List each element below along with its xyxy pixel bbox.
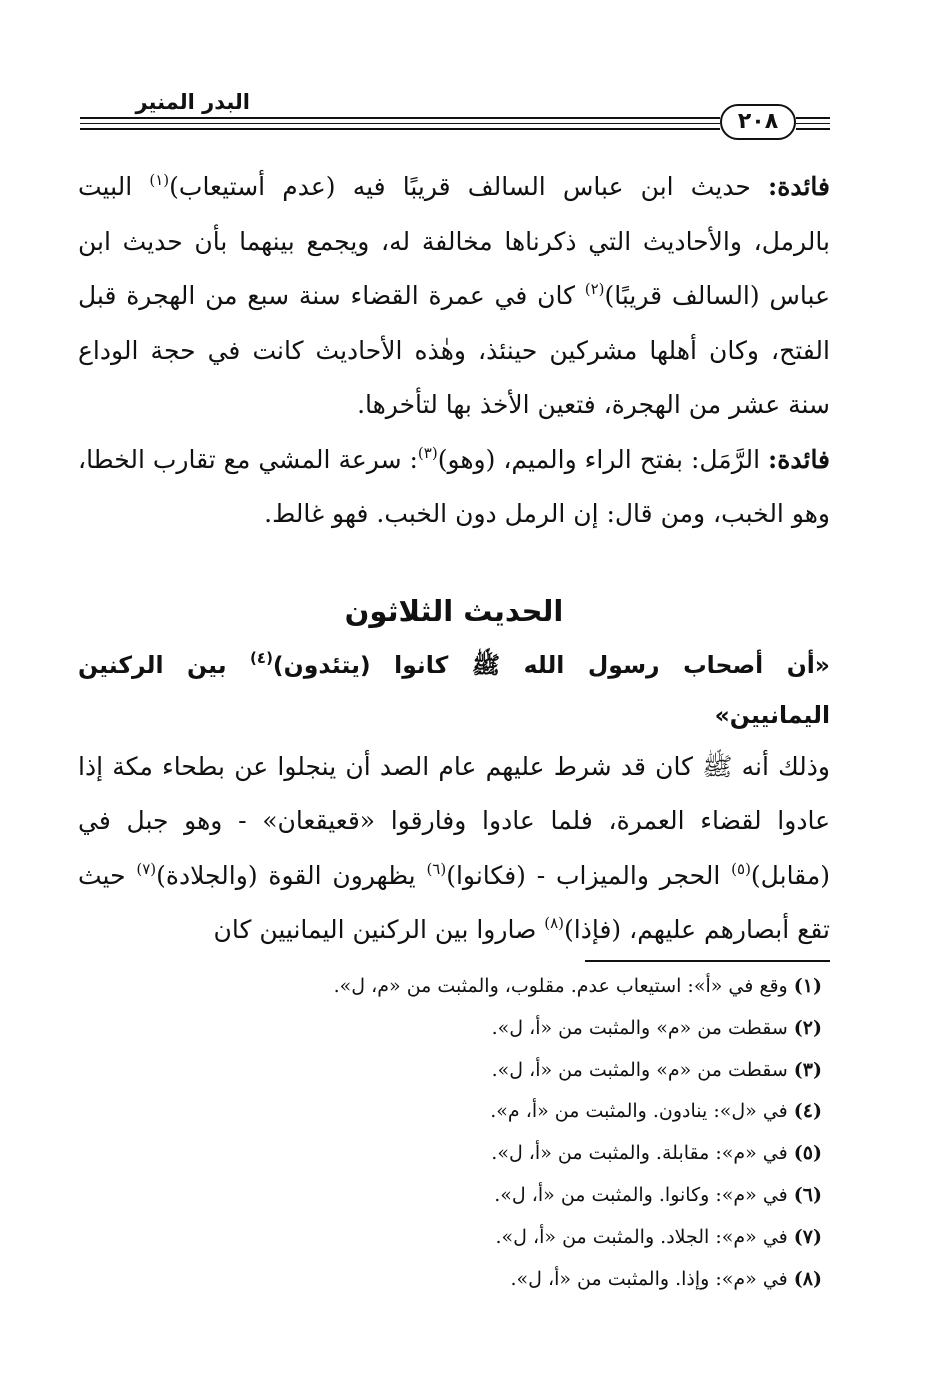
footnote-text: في «م»: وكانوا. والمثبت من «أ، ل».: [494, 1183, 794, 1206]
footnote-text: سقطت من «م» والمثبت من «أ، ل».: [491, 1058, 794, 1081]
footnote-item: [150, 1259, 822, 1301]
footnote-ref[interactable]: (١): [149, 171, 170, 189]
header-rule: [796, 117, 830, 119]
footnote-number: (٦): [793, 1183, 822, 1206]
paragraph-text: حيث تقع أبصارهم عليهم، (فإذا): [78, 860, 830, 944]
paragraph-lead: فائدة:: [768, 444, 831, 474]
footnotes-list: [150, 966, 822, 1300]
footnote-item: [150, 1217, 822, 1259]
paragraph-benefit-1: [78, 160, 830, 433]
paragraph-text: البيت بالرمل، والأحاديث التي ذكرناها مخالفة له، ويجمع بينهما بأن حديث ابن عباس (السالف قريبًا): [78, 172, 830, 310]
footnote-ref[interactable]: (٧): [136, 859, 157, 878]
footnote-text: سقطت من «م» والمثبت من «أ، ل».: [491, 1016, 794, 1039]
footnote-item: [150, 1175, 822, 1217]
footnote-ref[interactable]: (٤): [250, 648, 273, 667]
paragraph-benefit-2: [78, 433, 830, 542]
footnote-number: (٧): [793, 1225, 822, 1248]
section-heading: الحديث الثلاثون: [344, 593, 564, 628]
footnote-number: (٢): [793, 1016, 822, 1039]
footnote-number: (٣): [793, 1058, 822, 1081]
paragraph-text: كان في عمرة القضاء سنة سبع من الهجرة قبل الفتح، وكان أهلها مشركين حينئذ، وهٰذه الأحاديث كانت في حجة الوداع سنة عشر من الهجرة، فتعين الأخذ بها لتأخرها.: [78, 281, 830, 419]
hadith-text-part: «أن أصحاب رسول الله ﷺ كانوا (يتئدون): [272, 650, 830, 679]
footnote-number: (٤): [793, 1100, 822, 1123]
paragraph-text: الحجر والميزاب - (فكانوا): [446, 860, 732, 890]
book-title: البدر المنير: [135, 90, 250, 114]
footnote-ref[interactable]: (٥): [731, 859, 751, 878]
paragraph-lead: فائدة:: [768, 172, 830, 201]
paragraph-text: صاروا بين الركنين اليمانيين كان: [213, 915, 545, 944]
paragraph-text: حديث ابن عباس السالف قريبًا فيه (عدم أستيعاب): [169, 172, 769, 201]
paragraph-commentary: [78, 740, 830, 958]
paragraph-text: : سرعة المشي مع تقارب الخطا، وهو الخبب، ومن قال: إن الرمل دون الخبب. فهو غالط.: [78, 444, 830, 528]
footnote-text: في «م»: مقابلة. والمثبت من «أ، ل».: [491, 1142, 794, 1165]
header-rule: [796, 128, 830, 130]
footnote-number: (١): [793, 975, 822, 997]
header-rule: [80, 123, 720, 124]
paragraph-text: يظهرون القوة (والجلادة): [156, 860, 427, 890]
footnote-ref[interactable]: (٢): [584, 280, 605, 298]
footnote-ref[interactable]: (٣): [417, 443, 438, 462]
footnote-ref[interactable]: (٦): [426, 859, 447, 878]
running-header: [80, 88, 830, 144]
footnote-separator: [585, 960, 830, 962]
footnote-item: [150, 1133, 822, 1175]
footnote-item: [150, 966, 822, 1008]
footnote-item: [150, 1091, 822, 1133]
paragraph-text: وذلك أنه ﷺ كان قد شرط عليهم عام الصد أن ينجلوا عن بطحاء مكة إذا عادوا لقضاء العمرة، فلما عادوا وفارقوا «قعيقعان» - وهو جبل في (مقابل): [78, 751, 830, 890]
page-number: ٢٠٨: [720, 104, 796, 140]
header-rule: [80, 128, 720, 130]
footnote-number: (٥): [793, 1142, 822, 1165]
header-rule: [80, 117, 720, 119]
paragraph-text: الرَّمَل: بفتح الراء والميم، (وهو): [437, 444, 769, 474]
footnote-text: في «م»: وإذا. والمثبت من «أ، ل».: [510, 1267, 794, 1290]
hadith-text: [78, 640, 830, 740]
footnote-text: في «م»: الجلاد. والمثبت من «أ، ل».: [495, 1225, 794, 1248]
footnote-text: وقع في «أ»: استيعاب عدم. مقلوب، والمثبت من «م، ل».: [333, 975, 794, 997]
hadith-text-part: بين الركنين اليمانيين»: [78, 650, 830, 729]
footnote-item: [150, 1008, 822, 1050]
footnote-item: [150, 1050, 822, 1092]
footnote-text: في «ل»: ينادون. والمثبت من «أ، م».: [490, 1100, 794, 1123]
footnote-number: (٨): [793, 1267, 822, 1290]
footnote-ref[interactable]: (٨): [544, 914, 565, 932]
header-rule: [796, 123, 830, 124]
main-text: [78, 160, 830, 958]
